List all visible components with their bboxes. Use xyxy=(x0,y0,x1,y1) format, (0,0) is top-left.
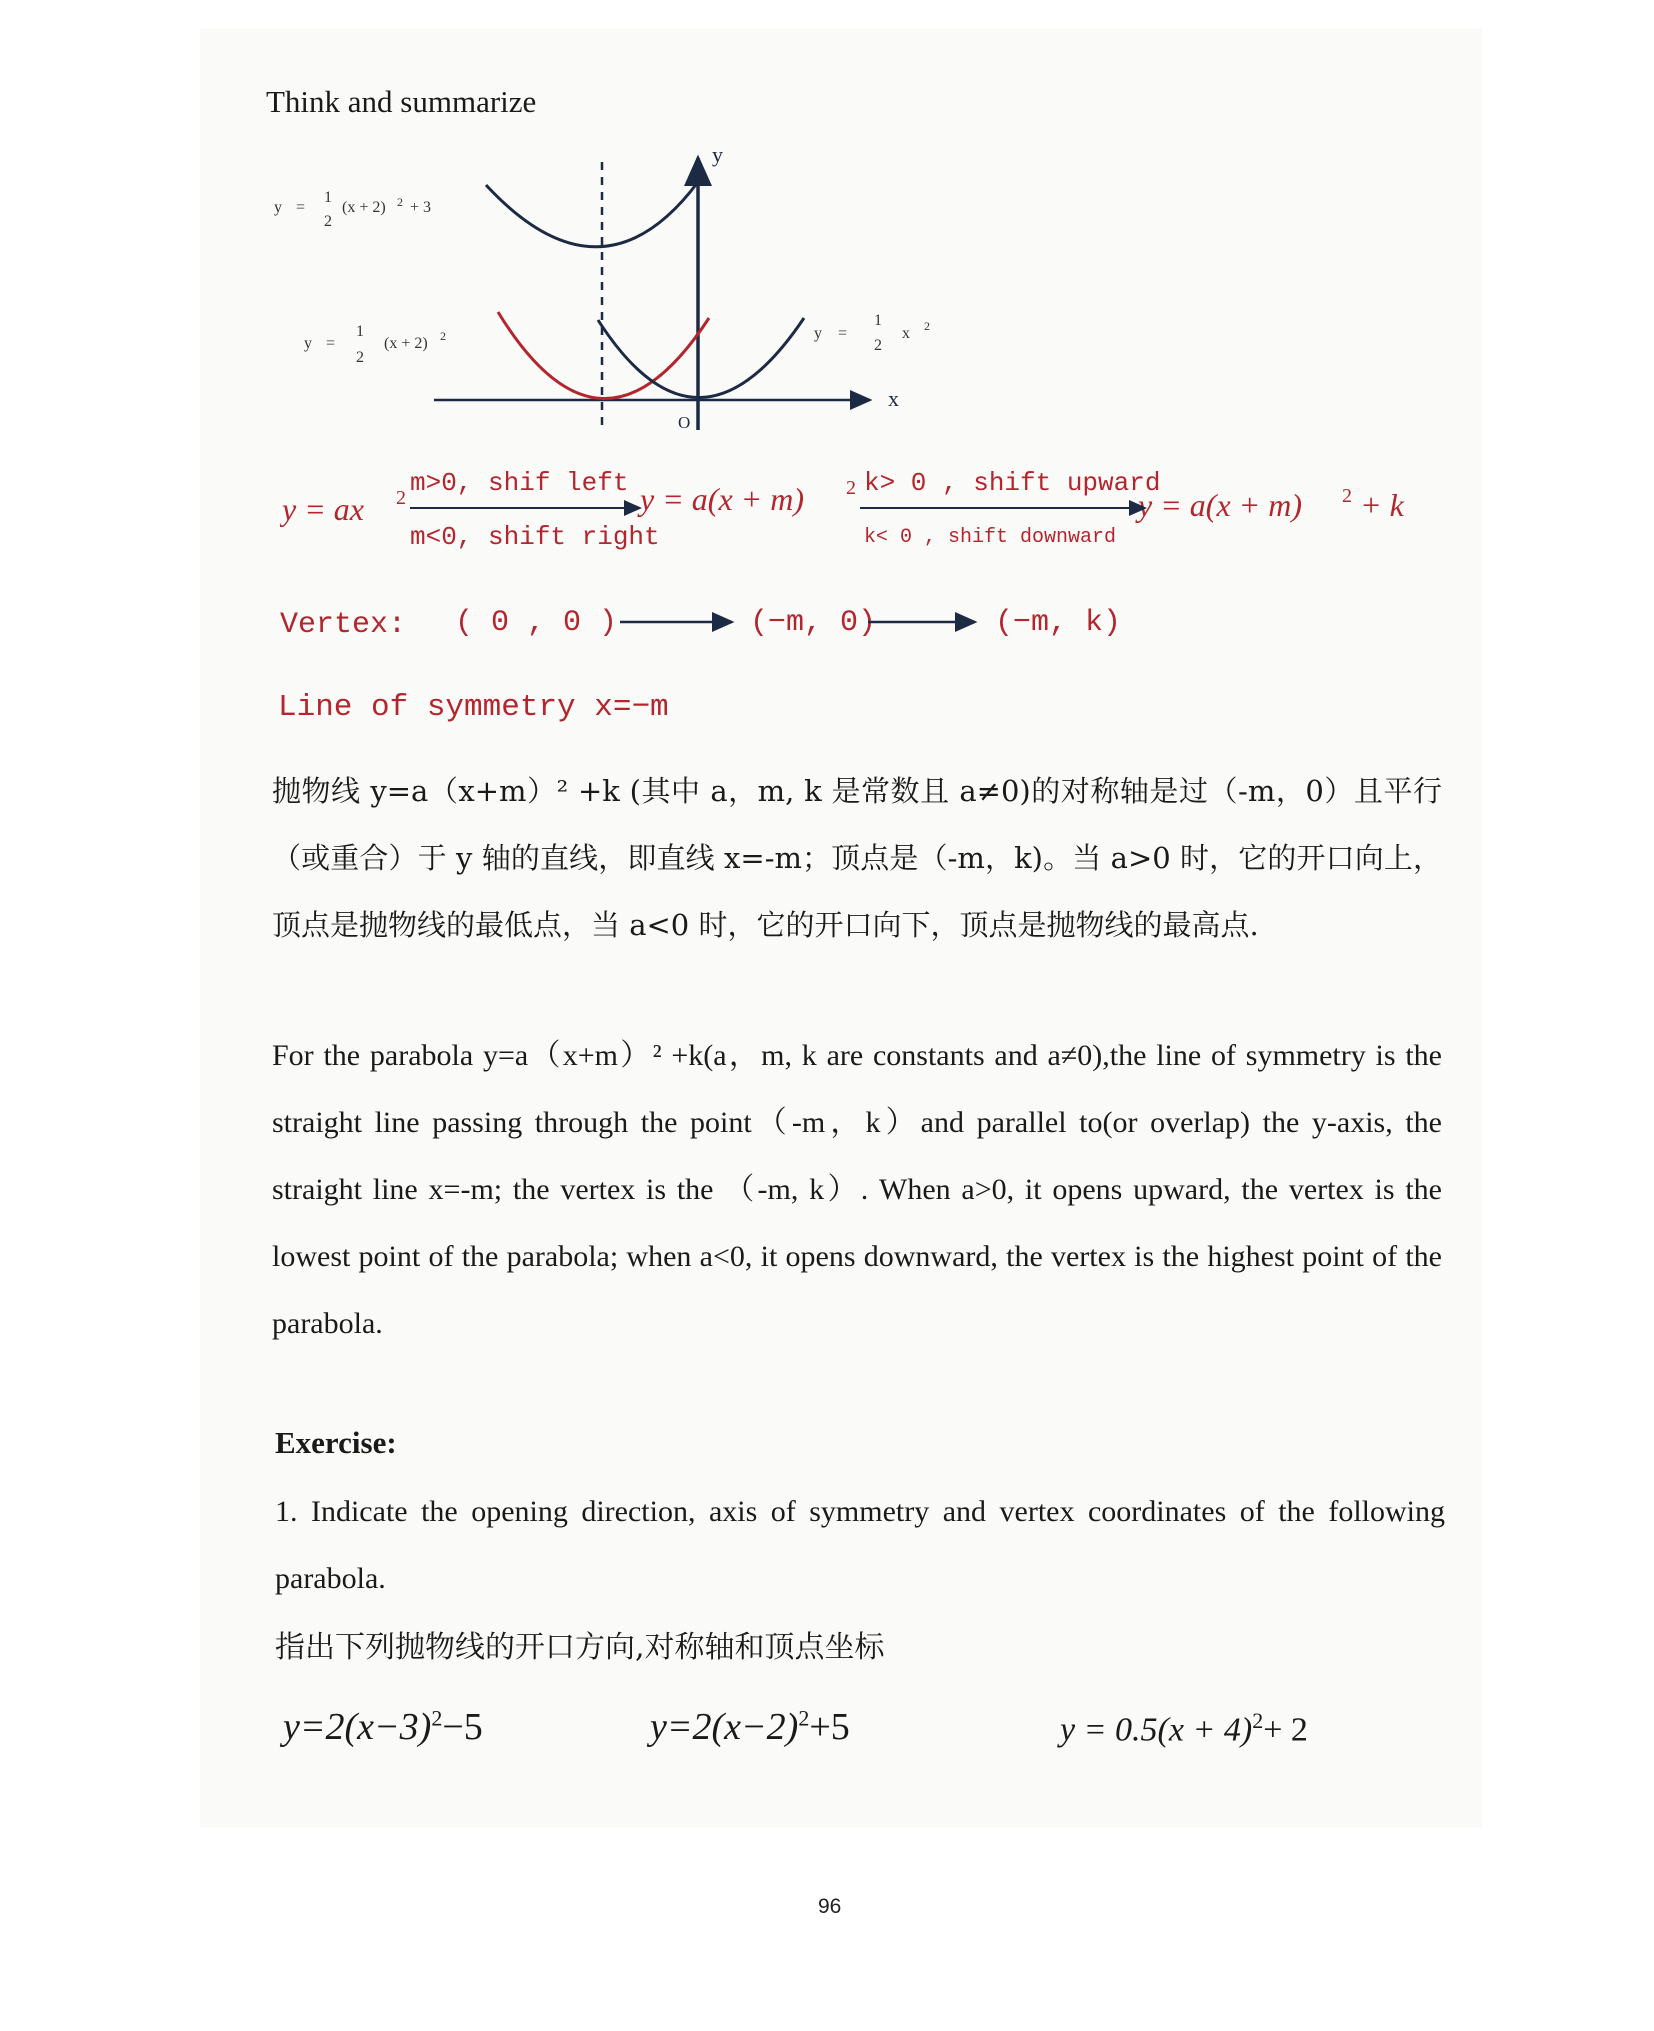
origin-label: O xyxy=(678,413,691,432)
exercise-formula-3: $y = 0.5(x + 4)^2+ 2$ xyxy=(1060,1708,1308,1749)
svg-text:2: 2 xyxy=(324,213,332,230)
formula-shifted-exp: 2 xyxy=(846,477,856,499)
exercise-question-1: 1. Indicate the opening direction, axis of symmetry and vertex coordinates of the following parabola. xyxy=(275,1495,1445,1595)
paragraph-chinese: 抛物线 y=a（x+m）² +k (其中 a，m, k 是常数且 a≠0)的对称轴是过（-m，0）且平行（或重合）于 y 轴的直线，即直线 x=-m；顶点是（-m，k)。当 a>0 时，它的开口向上，顶点是抛物线的最低点，当 a<0 时，它的开口向下，顶点是抛物线的最高点. xyxy=(272,774,1442,942)
svg-text:2: 2 xyxy=(397,195,403,209)
equation-top xyxy=(274,189,431,230)
svg-text:2: 2 xyxy=(440,329,446,343)
svg-text:y: y xyxy=(304,335,312,352)
svg-text:1: 1 xyxy=(324,189,332,206)
page-number: 96 xyxy=(818,1895,842,1918)
x-axis-label: x xyxy=(888,386,899,411)
vertex-label: Vertex: xyxy=(280,608,407,642)
formula-base: y = ax xyxy=(282,491,364,527)
paragraph-english: For the parabola y=a（x+m）² +k(a，m, k are constants and a≠0),the line of symmetry is the straight line passing through the point（-m，k）and parallel to(or overlap) the y-axis, the straight line x=-m; the vertex is the （-m, k）. When a>0, it opens upward, the vertex is the lowest point of the parabola; when a<0, it opens downward, the vertex is the highest point of the parabola. xyxy=(272,1039,1442,1340)
vertex-row xyxy=(280,598,1180,644)
svg-text:2: 2 xyxy=(874,337,882,354)
line-of-symmetry: Line of symmetry x=−m xyxy=(278,690,669,725)
svg-text:y: y xyxy=(814,325,822,342)
svg-text:=: = xyxy=(326,335,336,352)
formula-base-exp: 2 xyxy=(396,487,406,509)
vertex-origin: ( 0 , 0 ) xyxy=(455,606,618,640)
arrow1-bottom-label: m<0, shift right xyxy=(410,522,660,552)
vertex-final: (−m, k) xyxy=(995,606,1122,640)
vertex-shifted: (−m, 0) xyxy=(750,606,877,640)
exercise-heading: Exercise: xyxy=(275,1425,397,1460)
exercise-formula-2: $y=2(x-2)^2+5$ xyxy=(650,1705,850,1748)
parabola-shifted-left xyxy=(498,312,709,399)
svg-text:1: 1 xyxy=(356,323,364,340)
parabola-diagram xyxy=(262,140,962,440)
arrow1-top-label: m>0, shif left xyxy=(410,468,629,498)
exercise-question-1-chinese: 指出下列抛物线的开口方向,对称轴和顶点坐标 xyxy=(275,1630,885,1665)
exercise-formula-1: $y=2(x-3)^2-5$ xyxy=(283,1705,483,1748)
svg-text:x: x xyxy=(902,325,910,342)
section-heading: Think and summarize xyxy=(266,84,537,119)
formula-final: y = a(x + m) xyxy=(1138,487,1303,523)
svg-text:2: 2 xyxy=(924,319,930,333)
arrow2-bottom-label: k< 0 , shift downward xyxy=(864,526,1117,549)
formula-final-tail: + k xyxy=(1360,487,1404,523)
svg-text:2: 2 xyxy=(356,349,364,366)
svg-text:1: 1 xyxy=(874,312,882,329)
equation-left xyxy=(304,323,446,366)
parabola-shifted-up xyxy=(486,182,698,247)
arrow2-top-label: k> 0 , shift upward xyxy=(864,468,1161,498)
svg-text:=: = xyxy=(838,325,848,342)
transformation-chain xyxy=(280,460,1430,560)
y-axis-label: y xyxy=(712,142,723,167)
equation-right xyxy=(814,312,930,354)
svg-text:(x + 2): (x + 2) xyxy=(384,335,428,352)
svg-text:y: y xyxy=(274,199,282,216)
formula-shifted: y = a(x + m) xyxy=(640,481,805,517)
svg-text:+ 3: + 3 xyxy=(410,199,432,216)
formula-final-exp: 2 xyxy=(1342,485,1352,507)
svg-text:(x + 2): (x + 2) xyxy=(342,199,386,216)
svg-text:=: = xyxy=(296,199,306,216)
